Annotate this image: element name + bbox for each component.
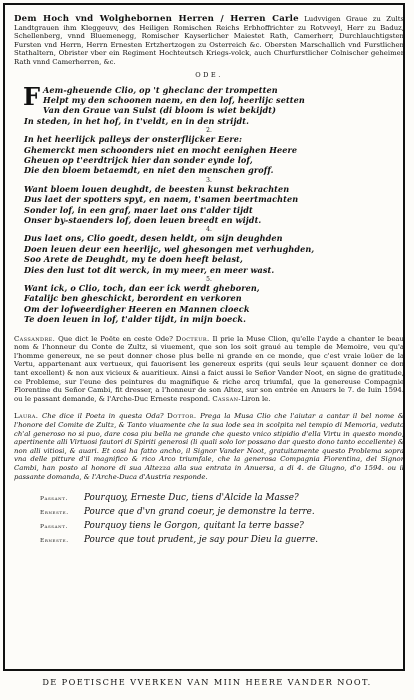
stanza [24,233,404,275]
dialogue-speech: Pourquoy, Erneste Duc, tiens d'Alcide la Masse? [84,493,299,504]
dialogue-line [40,507,404,521]
dedication-body: Ludvvigen Graue zu Zults Landtgrauen ihm Kleggeuvv, des Heiligen Romischen Reichs Erbhoffrichter zu Rotvveyl, Herr zu Baduz, Schellenberg, vnnd Bluemenegg, Romischer Kayserlicher Maiestet Rath, Camerherr, Durchlauchtigsten Fursten vnd Herrn, Herrn Ernesten Ertzhertzogen zu Osterreich &c. Obersten Marschallich vnd Furstlichen Stathaltern, Obrister vber ein Regiment Hochteutsch Kriegs-volck, auch Churfurstlicher Colnischer geheimer Rath vnnd Camerherren, &c. [14,15,404,66]
verse-line: In steden, in het hof, in t'veldt, en in den strijdt. [24,115,250,126]
stanza [24,283,404,325]
verse-line: Aem-gheuende Clio, op 't gheclanc der trompetten [43,84,278,95]
dialogue-speaker: Erneste. [40,510,69,517]
prose-answer: Il prie la Muse Clion, qu'elle l'ayde a chanter le beau nom & l'honneur du Conte de Zultz, si viuement, que son los soit graué au temple de Memoire, veu qu'a l'homme genereux, ne se peut donner chose plus belle ni grande en ce monde, que c'est vraie loüer de la Vertu, appartenant aux vertueux, qui fauorisent les genereux esprits (qui seuls leur sçauent donner ce don tant excellent) & non aux vicieux & auaritieux. Ainsi a faict aussi le Señor Vander Noot, en signe de gratitude, ce Probleme, sur l'eune des peintures du magnifique & riche arcq triumfal, que la genereuse Compagnie Florentine du Señor Cambi, fit dresser, a l'honneur de son Altez, sur son entrée en Anuers le 7. de Iuin 1594. ou le passant demande, & l'Arche-Duc Erneste respond. [14,334,404,403]
stanza [24,184,404,226]
verse-line: Die den bloem betaemdt, en niet den menschen groff. [24,165,274,176]
verse-line: Doen leuen deur een heerlijc, wel ghesongen met verhughden, [24,243,315,254]
french-prose [14,335,404,404]
stanza [24,134,404,176]
prose-tail-text: Liron le. [241,394,271,403]
prose-speaker-2: Docteur. [175,334,210,343]
italian-answer: Prega la Musa Clio che l'aiutar a cantar il bel nome & l'honore del Comite de Zultz, & Tanto viuamente che la sua lode sea in scolpita nel tempio di Memoria, veduto ch'al generoso no si puo, dare cosa piu bella ne grande che questo vnico stipidio d'ella Virtu in questo mondo, apertinente alli Virtuosi fautori di Spiriti generosi (li quali solo lor possano dar questo dono tanto eccellente) & non alli vitiosi, & auari. Et cosi ha fatto ancho, il Signor Vander Noot, gratuitamente questo Problema sopra vna delle pitture d'il magnifico & rico Arco triumfale, che la generosa Compagnia Fiorentina, del Signor Cambi, han posto al honore di sua Altezza alla sua entrata in Anuersa, a di 4. de Giugno, d'o 1594. ou il passante domanda, & l'Arche-Duca d'Austria responde. [14,412,404,481]
italian-question: Che dice il Poeta in questa Oda? [41,412,164,421]
italian-speaker-2: Dottor. [167,412,197,421]
verse-line: Want bloem louen deughdt, de beesten kunst bekrachten [24,183,290,194]
verse-line: Onser by-staenders lof, doen leuen breedt en wijdt. [24,215,262,226]
dedication-lead: Dem Hoch vnd Wolghebornen Herren / Herren Carle [14,14,299,24]
italian-speaker: Laura. [14,412,39,421]
verse-line: Fatalijc ben gheschickt, berordent en verkoren [24,293,242,304]
page-border-frame [3,3,405,671]
stanza-number: 4. [206,226,212,234]
dialogue-speaker: Erneste. [40,538,69,545]
verse-line: Van den Graue van Sulst (di bloom is wiet bekijdt) [43,105,277,116]
stanza-number: 3. [206,176,212,184]
dialogue-block [40,493,404,549]
prose-speaker: Cassandre. [14,334,56,343]
prose-tail-speaker: Cassan- [212,394,242,403]
verse-line: Want ick, o Clio, toch, dan eer ick werdt gheboren, [24,283,260,294]
dialogue-speech: Pource que tout prudent, je say pour Dieu la guerre. [84,535,319,546]
drop-cap: F [23,81,41,111]
stanza-number: 2. [206,127,212,135]
verse-line: Sonder lof, in een graf, maer laet ons t'alder tijdt [24,204,253,215]
dialogue-speech: Pource que d'vn grand coeur, je demonstre la terre. [84,507,315,518]
verse-line: Dus laet ons, Clio goedt, desen heldt, om sijn deughden [24,233,283,244]
verse-line: Helpt my den schoonen naem, en den lof, heerlijc setten [43,94,305,105]
verse-line: Ghemerckt men schoonders niet en mocht eenighen Heere [24,144,298,155]
verse-line: Dus laet der spotters spyt, en naem, t'samen beertmachten [24,194,299,205]
dialogue-speech: Pourquoy tiens le Gorgon, quitant la terre basse? [84,521,304,532]
stanza [23,81,404,127]
verse-line: In het heerlijck palleys der onsterflijcker Eere: [24,134,243,145]
italian-prose [14,412,404,481]
verse-line: Om der lofweerdigher Heeren en Mannen cloeck [24,303,250,314]
dialogue-line [40,535,404,549]
dedication-block [14,15,404,67]
stanza-number: 5. [206,276,212,284]
dialogue-line [40,493,404,507]
dialogue-speaker: Passant. [40,524,68,531]
prose-question: Que dict le Poëte en ceste Ode? [58,334,173,343]
page-footer: DE POETISCHE VVERKEN VAN MIIN HEERE VANDER NOOT. [42,677,372,687]
verse-line: Gheuen op t'eerdtrijck hier dan sonder eynde lof, [24,155,253,165]
ode-stanzas [14,81,404,325]
dialogue-speaker: Passant. [40,496,68,503]
dialogue-line [40,521,404,535]
verse-line: Soo Arete de Deughdt, my te doen heeft belast, [24,254,243,265]
verse-line: Dies den lust tot dit werck, in my meer, en meer wast. [24,264,275,275]
verse-line: Te doen leuen in lof, t'alder tijdt, in mijn boeck. [24,314,247,325]
ode-title: ODE. [195,70,223,79]
page-content [14,12,404,672]
